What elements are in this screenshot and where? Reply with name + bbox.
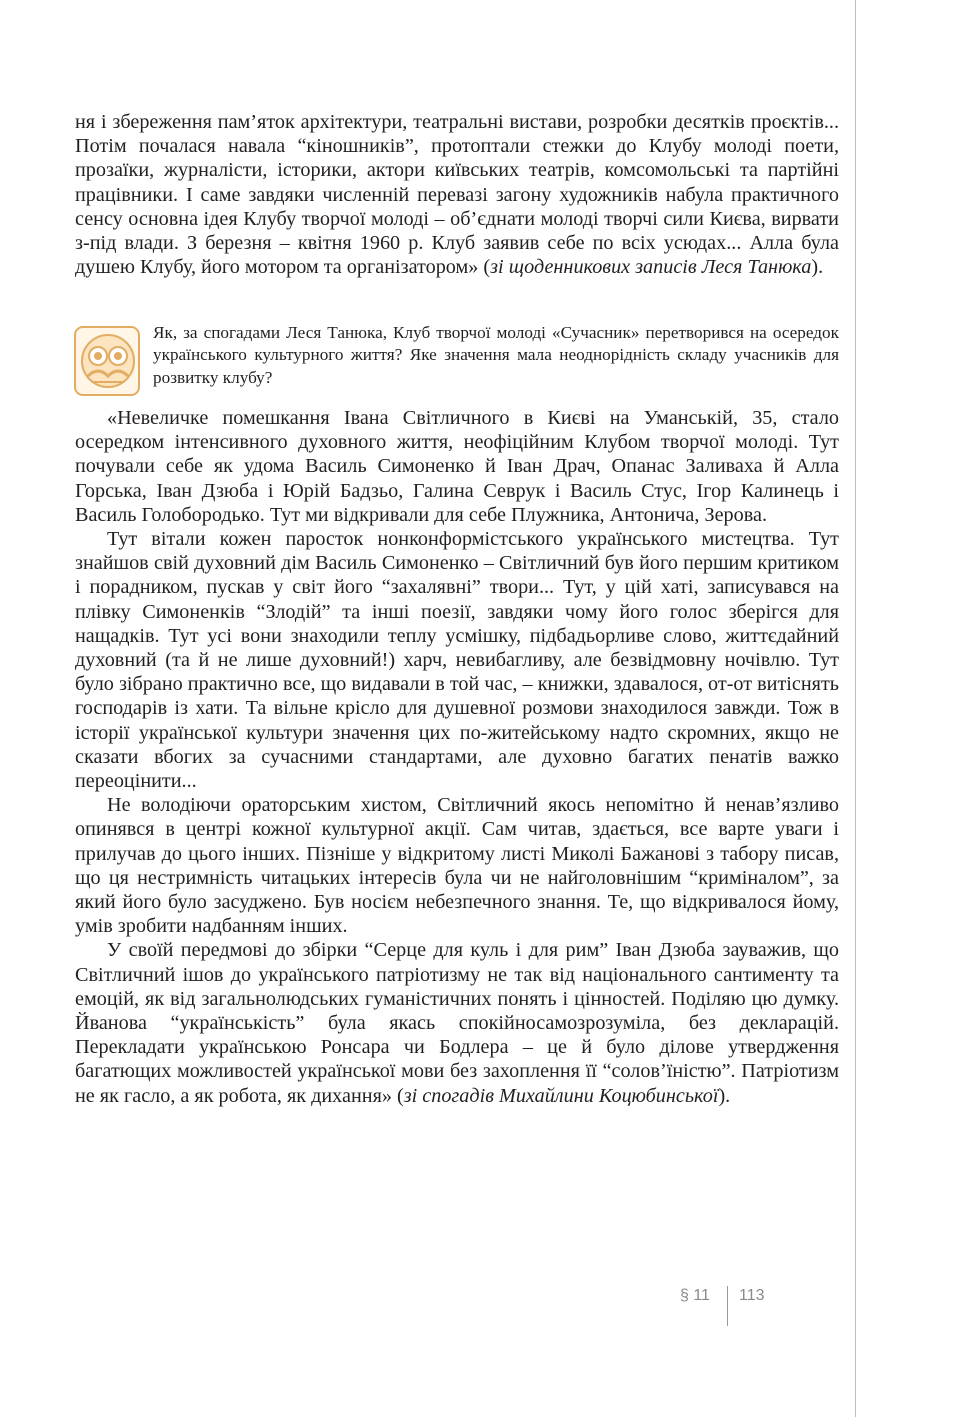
- quote-block: [75, 406, 839, 1108]
- intro-paragraph: [75, 110, 839, 279]
- question-text: [153, 322, 839, 389]
- page-number: 113: [739, 1287, 765, 1304]
- quote-paragraph-2: Тут вітали кожен паросток нонконформістського українського мистецтва. Тут знайшов свій духовний дім Василь Симоненко – Світличний був його першим критиком і порадником, пускав у світ його “захалявні” твори... Тут, у цій хаті, записувався на плівку Симоненків “Злодій” та інші поезії, завдяки чому його голос зберігся для нащадків. Тут усі вони знаходили теплу усмішку, підбадьорливе слово, життєдайний духовний (та й не лише духовний!) харч, невибагливу, але безвідмовну ночівлю. Тут було зібрано практично все, що видавали в той час, – книжки, здавалося, от-от витіснять господарів із хати. Та вільне крісло для душевної розмови знаходилося завжди. Тож в історії української культури значення цих по-житейському надто скромних, якщо не сказати вбогих за сучасними стандартами, але духовно багатих пенатів важко переоцінити...: [75, 528, 839, 793]
- intro-text: ня і збереження пам’яток архітектури, театральні вистави, розробки десятків проєктів... Потім почалася навала “кіношників”, протоптали стежки до Клубу молоді поети, прозаїки, журналісти, історики, актори київських театрів, комсомольські та партійні працівники. І саме завдяки численній перевазі загону художників набула практичного сенсу основна ідея Клубу творчої молоді – об’єднати молоді творчі сили Києва, вирвати з-під влади. З березня – квітня 1960 р. Клуб заявив себе по всіх усюдах... Алла була душею Клубу, його мотором та організатором» (: [75, 111, 839, 279]
- intro-source: зі щоденникових записів Леся Танюка: [490, 256, 812, 279]
- section-number: § 11: [680, 1287, 710, 1304]
- page-edge-line: [855, 0, 856, 1417]
- quote-source: зі спогадів Михайлини Коцюбинської: [403, 1084, 719, 1107]
- thinking-heads-icon: [74, 326, 140, 396]
- quote-paragraph-1: «Невеличке помешкання Івана Світличного в Києві на Уманській, 35, стало осередком інтенсивного духовного життя, неофіційним Клубом творчої молоді. Тут почували себе як удома Василь Симоненко й Іван Драч, Опанас Заливаха й Алла Горська, Іван Дзюба і Юрій Бадзьо, Галина Севрук і Василь Стус, Ігор Калинець і Василь Голобородько. Тут ми відкривали для себе Плужника, Антонича, Зерова.: [75, 407, 839, 526]
- question-body: Як, за спогадами Леся Танюка, Клуб творчої молоді «Сучасник» перетворився на осередок українського культурного життя? Яке значення мала неоднорідність складу учасників для розвитку клубу?: [153, 323, 839, 387]
- quote-last-text: У своїй передмові до збірки “Серце для куль і для рим” Іван Дзюба зауважив, що Світличний ішов до українського патріотизму не так від національного сантименту та емоцій, як від загальнолюдських гуманістичних понять і цінностей. Поділяю цю думку. Йванова “українськість” була якась спокійносамозрозуміла, без декларацій. Перекладати українською Ронсара чи Бодлера – це й було ділове утвердження багатющих можливостей української мови без захоплення її “солов’їністю”. Патріотизм не як гасло, а як робота, як дихання» (: [75, 939, 839, 1107]
- quote-paragraph-4: [75, 938, 839, 1107]
- quote-close: ).: [718, 1084, 731, 1107]
- intro-close: ).: [811, 256, 824, 279]
- quote-paragraph-3: Не володіючи ораторським хистом, Світличний якось непомітно й ненав’язливо опинявся в центрі кожної культурної акції. Сам читав, здається, все варте уваги і прилучав до цього інших. Пізніше у відкритому листі Миколі Бажанові з табору писав, що ця нестримність читацьких інтересів була чи не найголовнішим “криміналом”, за який його було засуджено. Був носієм небезпечного знання. Те, що відкривалося йому, умів зробити надбанням інших.: [75, 794, 839, 938]
- footer-divider: [727, 1286, 728, 1326]
